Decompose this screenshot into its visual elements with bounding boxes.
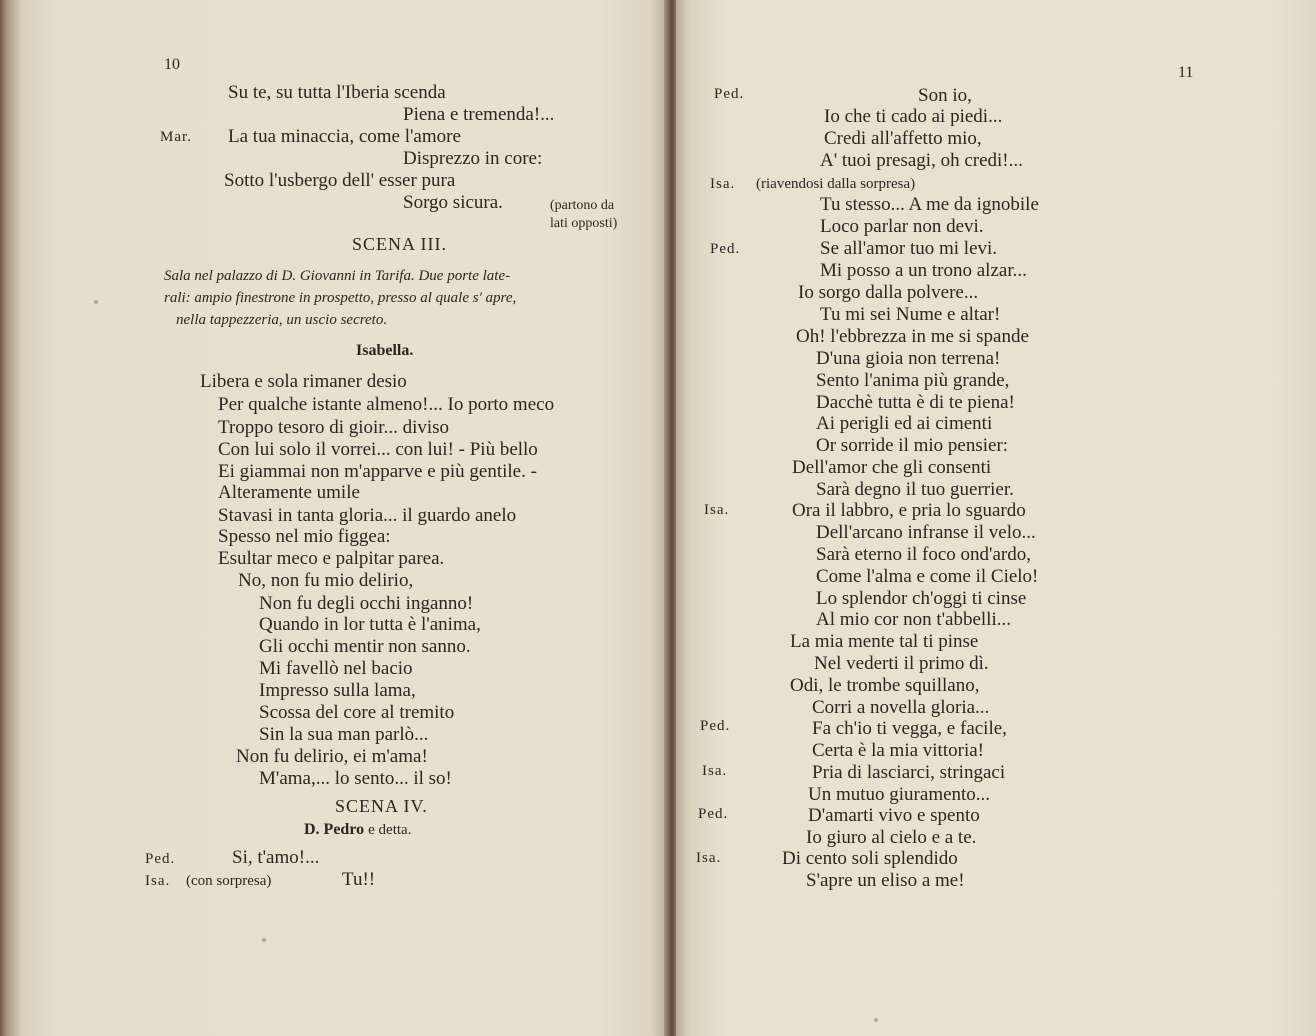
stage-direction: (partono da lati opposti) — [550, 198, 618, 231]
scene-heading: SCENA III. — [352, 234, 447, 254]
verse-line: Gli occhi mentir non sanno. — [259, 636, 471, 657]
verse-line: Dell'amor che gli consenti — [792, 457, 992, 478]
speaker-label: Isa. — [710, 176, 736, 192]
verse-line: Son io, — [918, 85, 972, 106]
speaker-label: Ped. — [145, 851, 176, 867]
paper-spot — [262, 938, 266, 942]
verse-line: Ei giammai non m'apparve e più gentile. - — [218, 461, 537, 482]
speaker-label: Ped. — [714, 86, 745, 102]
character-name: D. Pedro e detta. — [304, 821, 412, 838]
verse-line: Di cento soli splendido — [782, 848, 958, 869]
verse-line: Fa ch'io ti vegga, e facile, — [812, 718, 1007, 739]
verse-line: Io che ti cado ai piedi... — [824, 106, 1003, 127]
verse-line: Mi favellò nel bacio — [259, 658, 413, 679]
page-number: 11 — [1178, 64, 1194, 81]
paper-spot — [94, 300, 98, 304]
verse-line: Corri a novella gloria... — [812, 697, 990, 718]
scene-heading: SCENA IV. — [335, 796, 428, 816]
verse-line: Per qualche istante almeno!... Io porto meco — [218, 394, 555, 415]
verse-line: D'amarti vivo e spento — [808, 805, 980, 826]
verse-line: Spesso nel mio figgea: — [218, 526, 391, 547]
verse-line: Sarà degno il tuo guerrier. — [816, 479, 1014, 500]
verse-line: Sarà eterno il foco ond'ardo, — [816, 544, 1031, 565]
verse-line: Sotto l'usbergo dell' esser pura — [224, 170, 456, 191]
speaker-label: Mar. — [160, 129, 192, 145]
verse-line: Ora il labbro, e pria lo sguardo — [792, 500, 1026, 521]
speaker-label: Isa. — [704, 502, 730, 518]
verse-line: Io giuro al cielo e a te. — [806, 827, 977, 848]
verse-line: Al mio cor non t'abbelli... — [816, 609, 1011, 630]
verse-line: Disprezzo in core: — [403, 148, 543, 169]
verse-line: Non fu delirio, ei m'ama! — [236, 746, 428, 767]
speaker-label: Ped. — [698, 806, 729, 822]
verse-line: Con lui solo il vorrei... con lui! - Più bello — [218, 439, 538, 460]
verse-line: Se all'amor tuo mi levi. — [820, 238, 998, 259]
verse-line: Loco parlar non devi. — [820, 216, 984, 237]
verse-line: Odi, le trombe squillano, — [790, 675, 980, 696]
verse-line: Dell'arcano infranse il velo... — [816, 522, 1036, 543]
verse-line: M'ama,... lo sento... il so! — [259, 768, 452, 789]
character-name: Isabella. — [356, 342, 414, 359]
verse-line: Quando in lor tutta è l'anima, — [259, 614, 481, 635]
verse-line: La tua minaccia, come l'amore — [228, 126, 461, 147]
verse-line: Pria di lasciarci, stringaci — [812, 762, 1006, 783]
speaker-label: Isa. — [145, 873, 171, 889]
speaker-label: Ped. — [700, 718, 731, 734]
verse-line: A' tuoi presagi, oh credi!... — [820, 150, 1023, 171]
verse-line: D'una gioia non terrena! — [816, 348, 1001, 369]
speaker-label: Isa. — [696, 850, 722, 866]
verse-line: Si, t'amo!... — [232, 847, 320, 868]
verse-line: Un mutuo giuramento... — [808, 784, 991, 805]
verse-line: Sorgo sicura. — [403, 192, 503, 213]
verse-line: Tu!! — [342, 869, 376, 890]
scene-setting-line: Sala nel palazzo di D. Giovanni in Tarifa. Due porte late- — [164, 268, 511, 284]
verse-line: Stavasi in tanta gloria... il guardo anelo — [218, 505, 517, 526]
verse-line: Ai perigli ed ai cimenti — [816, 413, 993, 434]
verse-line: Piena e tremenda!... — [403, 104, 555, 125]
verse-line: Dacchè tutta è di te piena! — [816, 392, 1015, 413]
speaker-label: Isa. — [702, 763, 728, 779]
verse-line: Sento l'anima più grande, — [816, 370, 1010, 391]
paper-spot — [874, 1018, 878, 1022]
verse-line: Troppo tesoro di gioir... diviso — [218, 417, 450, 438]
verse-line: Oh! l'ebbrezza in me si spande — [796, 326, 1029, 347]
verse-line: Non fu degli occhi inganno! — [259, 593, 474, 614]
right-page — [676, 0, 1316, 1036]
verse-line: Mi posso a un trono alzar... — [820, 260, 1027, 281]
verse-line: No, non fu mio delirio, — [238, 570, 414, 591]
verse-line: La mia mente tal ti pinse — [790, 631, 979, 652]
scene-setting-line: nella tappezzeria, un uscio secreto. — [176, 312, 388, 328]
verse-line: Impresso sulla lama, — [259, 680, 416, 701]
verse-line: Nel vederti il primo dì. — [814, 653, 989, 674]
verse-line: S'apre un eliso a me! — [806, 870, 965, 891]
page-number: 10 — [164, 56, 180, 73]
verse-line: Or sorride il mio pensier: — [816, 435, 1009, 456]
verse-line: Libera e sola rimaner desio — [200, 371, 407, 392]
verse-line: Tu stesso... A me da ignobile — [820, 194, 1039, 215]
verse-line: Sin la sua man parlò... — [259, 724, 429, 745]
verse-line: Io sorgo dalla polvere... — [798, 282, 979, 303]
verse-line: Lo splendor ch'oggi ti cinse — [816, 588, 1027, 609]
verse-line: Tu mi sei Nume e altar! — [820, 304, 1001, 325]
verse-line: Scossa del core al tremito — [259, 702, 455, 723]
verse-line: Alteramente umile — [218, 482, 360, 503]
verse-line: Certa è la mia vittoria! — [812, 740, 984, 761]
scene-setting-line: rali: ampio finestrone in prospetto, presso al quale s' apre, — [164, 290, 517, 306]
stage-direction: (riavendosi dalla sorpresa) — [756, 176, 916, 192]
verse-line: Credi all'affetto mio, — [824, 128, 982, 149]
verse-line: Come l'alma e come il Cielo! — [816, 566, 1039, 587]
speaker-label: Ped. — [710, 241, 741, 257]
verse-line: Esultar meco e palpitar parea. — [218, 548, 445, 569]
stage-direction: (con sorpresa) — [186, 873, 272, 889]
verse-line: Su te, su tutta l'Iberia scenda — [228, 82, 446, 103]
